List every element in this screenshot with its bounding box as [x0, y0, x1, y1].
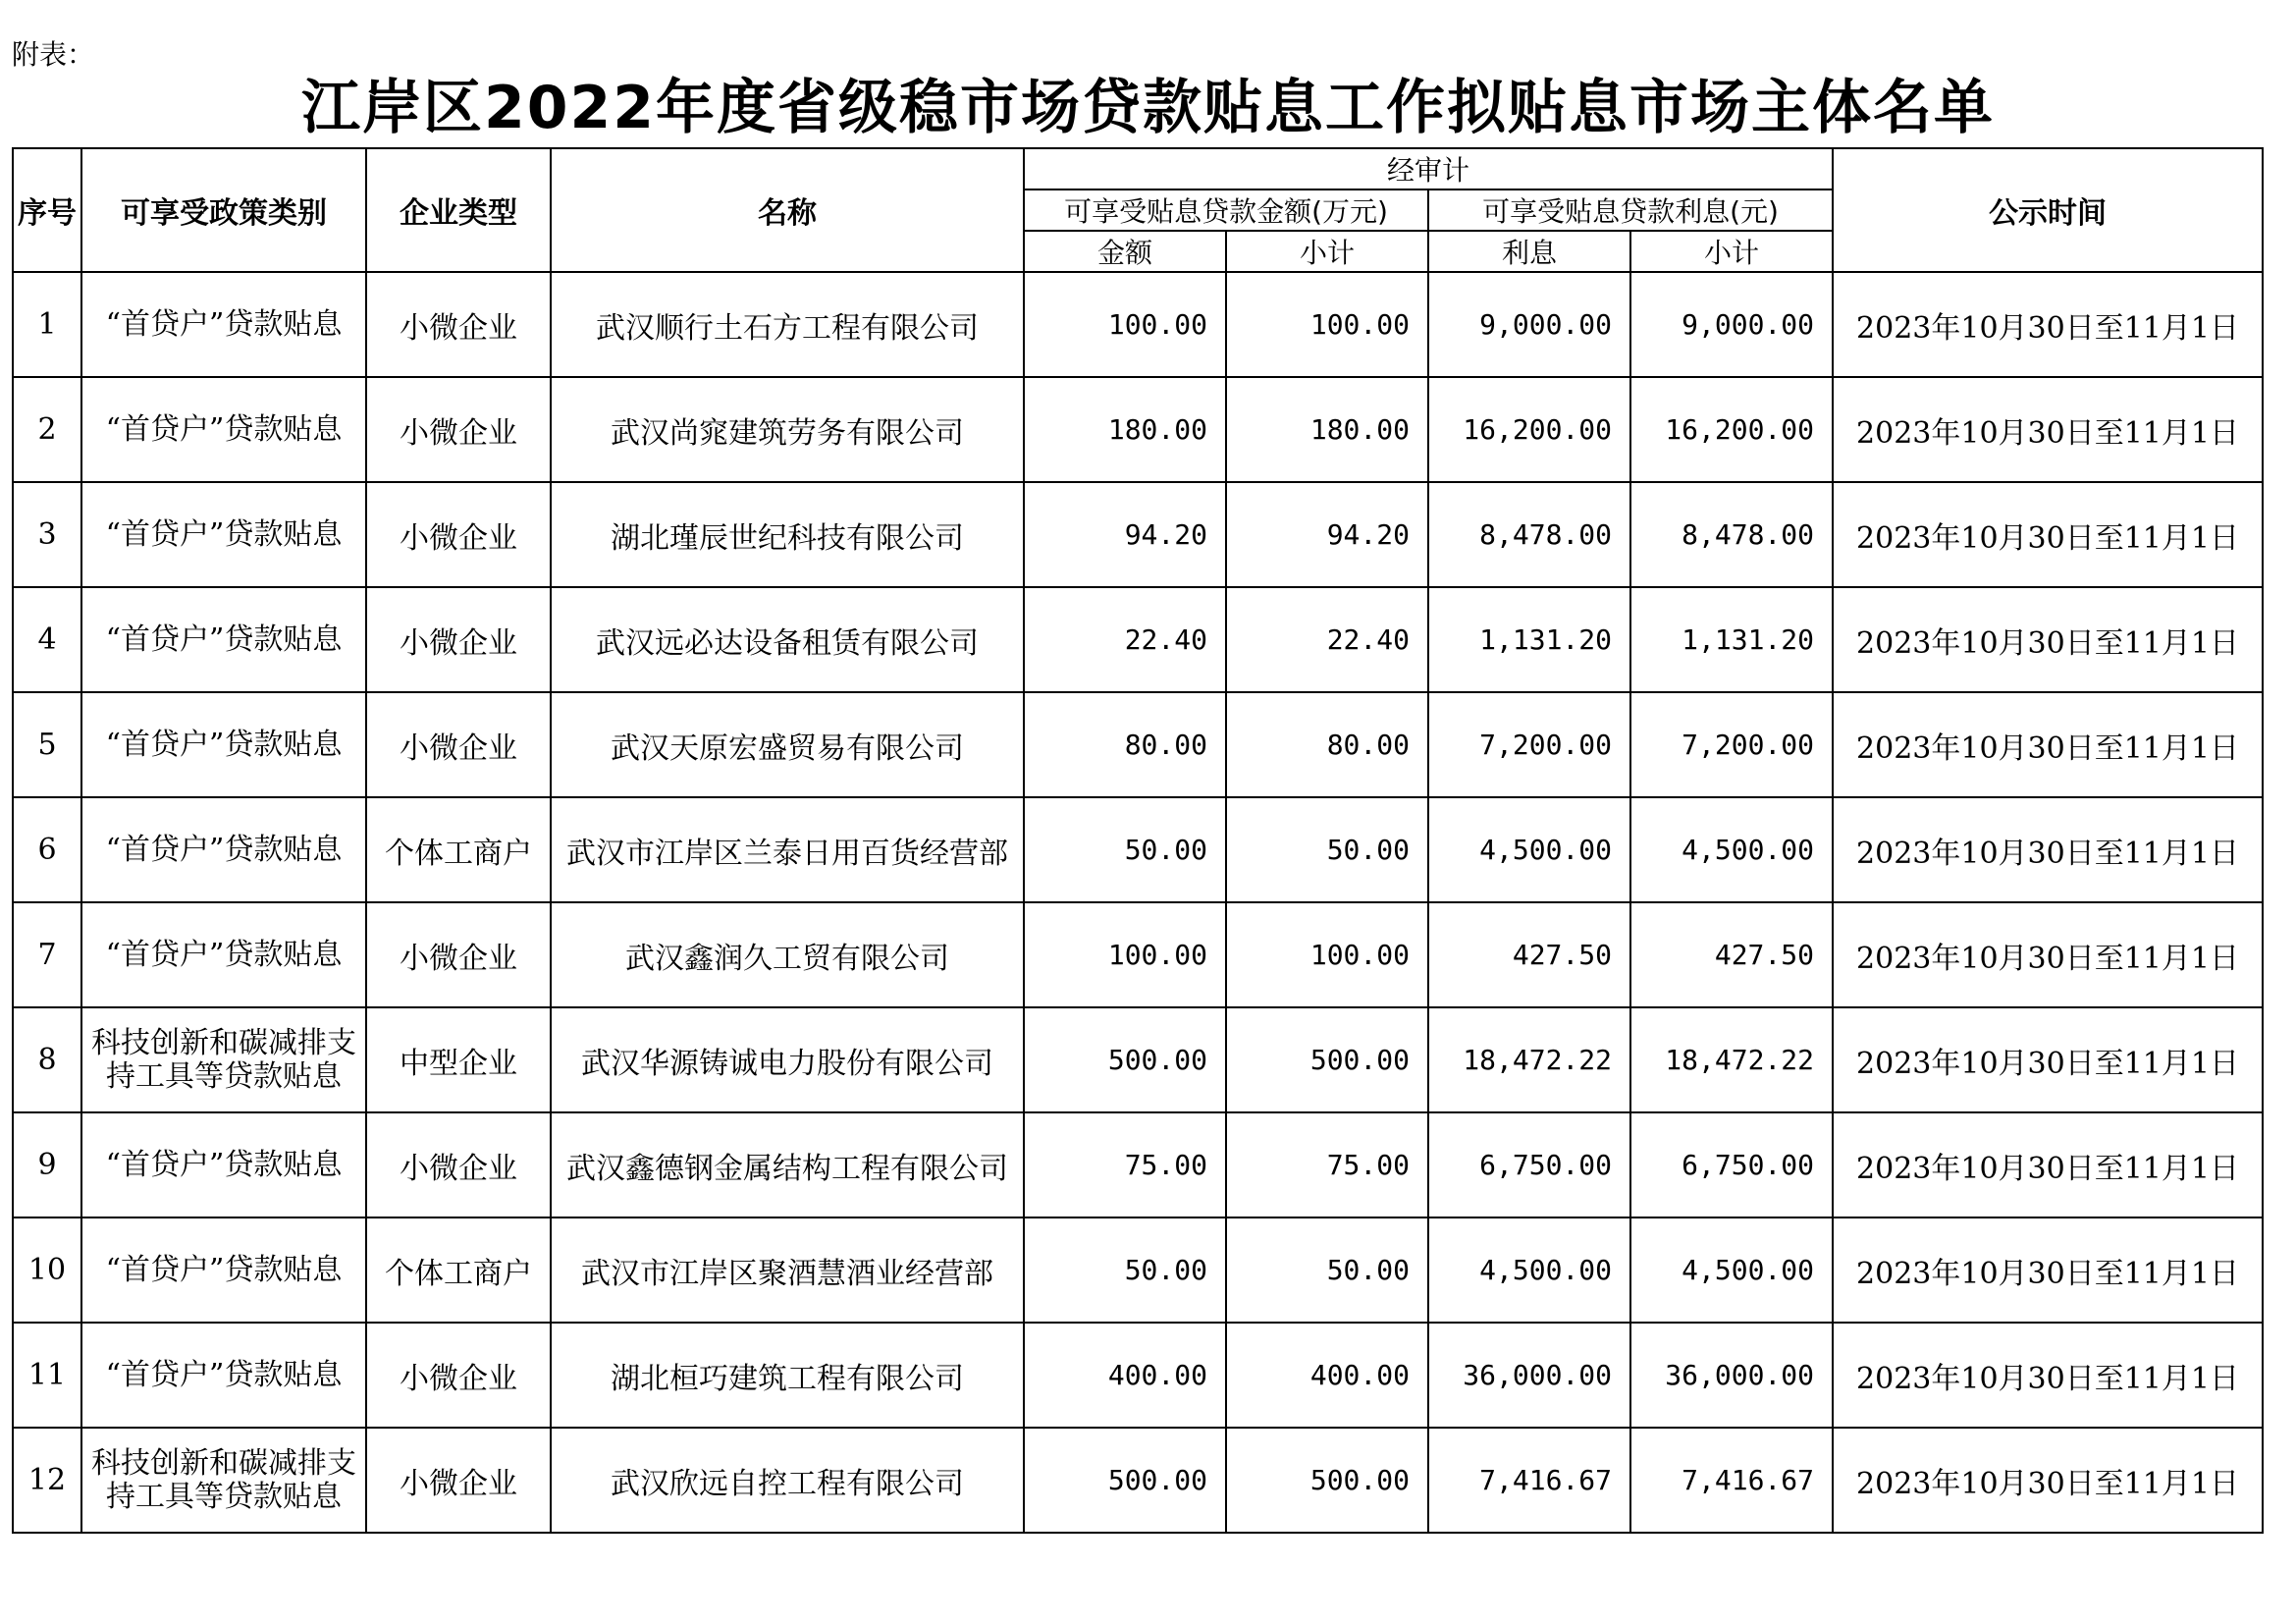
cell-interest-subtotal: 7,416.67 [1630, 1428, 1833, 1533]
table-row [13, 902, 2263, 1007]
cell-seq: 1 [13, 272, 81, 377]
cell-amount-subtotal: 500.00 [1226, 1428, 1428, 1533]
cell-seq: 3 [13, 482, 81, 587]
cell-enterprise-type: 小微企业 [366, 1428, 551, 1533]
cell-name: 武汉欣远自控工程有限公司 [551, 1428, 1024, 1533]
header-loan-interest: 可享受贴息贷款利息(元) [1428, 189, 1833, 231]
cell-interest-subtotal: 1,131.20 [1630, 587, 1833, 692]
cell-interest: 8,478.00 [1428, 482, 1630, 587]
table-row [13, 587, 2263, 692]
header-amount: 金额 [1024, 231, 1226, 272]
cell-enterprise-type: 小微企业 [366, 482, 551, 587]
header-enterprise-type: 企业类型 [366, 148, 551, 272]
cell-enterprise-type: 小微企业 [366, 272, 551, 377]
subsidy-table [12, 147, 2264, 1534]
cell-enterprise-type: 个体工商户 [366, 797, 551, 902]
cell-name: 武汉华源铸诚电力股份有限公司 [551, 1007, 1024, 1112]
cell-interest: 7,416.67 [1428, 1428, 1630, 1533]
cell-seq: 12 [13, 1428, 81, 1533]
cell-amount-subtotal: 100.00 [1226, 902, 1428, 1007]
cell-amount-subtotal: 50.00 [1226, 1217, 1428, 1323]
cell-publicity-time: 2023年10月30日至11月1日 [1833, 377, 2263, 482]
cell-interest-subtotal: 4,500.00 [1630, 1217, 1833, 1323]
cell-interest-subtotal: 36,000.00 [1630, 1323, 1833, 1428]
cell-interest: 7,200.00 [1428, 692, 1630, 797]
cell-interest-subtotal: 8,478.00 [1630, 482, 1833, 587]
cell-seq: 10 [13, 1217, 81, 1323]
cell-policy: “首贷户”贷款贴息 [81, 377, 366, 482]
header-audit: 经审计 [1024, 148, 1833, 189]
header-loan-amount: 可享受贴息贷款金额(万元) [1024, 189, 1428, 231]
cell-amount: 80.00 [1024, 692, 1226, 797]
cell-amount-subtotal: 75.00 [1226, 1112, 1428, 1217]
cell-name: 武汉市江岸区兰泰日用百货经营部 [551, 797, 1024, 902]
cell-name: 武汉顺行土石方工程有限公司 [551, 272, 1024, 377]
cell-amount-subtotal: 180.00 [1226, 377, 1428, 482]
table-row [13, 1323, 2263, 1428]
cell-enterprise-type: 小微企业 [366, 902, 551, 1007]
cell-seq: 5 [13, 692, 81, 797]
cell-amount: 100.00 [1024, 272, 1226, 377]
header-amount-subtotal: 小计 [1226, 231, 1428, 272]
cell-publicity-time: 2023年10月30日至11月1日 [1833, 797, 2263, 902]
cell-enterprise-type: 小微企业 [366, 1112, 551, 1217]
cell-amount-subtotal: 22.40 [1226, 587, 1428, 692]
table-row [13, 1112, 2263, 1217]
header-interest: 利息 [1428, 231, 1630, 272]
cell-name: 湖北瑾辰世纪科技有限公司 [551, 482, 1024, 587]
cell-interest: 1,131.20 [1428, 587, 1630, 692]
cell-seq: 8 [13, 1007, 81, 1112]
cell-enterprise-type: 个体工商户 [366, 1217, 551, 1323]
cell-amount: 180.00 [1024, 377, 1226, 482]
cell-interest-subtotal: 427.50 [1630, 902, 1833, 1007]
cell-interest: 4,500.00 [1428, 797, 1630, 902]
cell-name: 武汉远必达设备租赁有限公司 [551, 587, 1024, 692]
cell-enterprise-type: 中型企业 [366, 1007, 551, 1112]
cell-amount: 94.20 [1024, 482, 1226, 587]
table-row [13, 692, 2263, 797]
cell-policy: “首贷户”贷款贴息 [81, 1217, 366, 1323]
cell-interest: 16,200.00 [1428, 377, 1630, 482]
cell-name: 武汉市江岸区聚酒慧酒业经营部 [551, 1217, 1024, 1323]
cell-seq: 4 [13, 587, 81, 692]
cell-amount: 75.00 [1024, 1112, 1226, 1217]
table-row [13, 797, 2263, 902]
cell-policy: “首贷户”贷款贴息 [81, 902, 366, 1007]
cell-seq: 7 [13, 902, 81, 1007]
table-row [13, 1217, 2263, 1323]
cell-name: 武汉天原宏盛贸易有限公司 [551, 692, 1024, 797]
cell-amount: 500.00 [1024, 1428, 1226, 1533]
cell-interest-subtotal: 4,500.00 [1630, 797, 1833, 902]
cell-amount: 22.40 [1024, 587, 1226, 692]
cell-enterprise-type: 小微企业 [366, 1323, 551, 1428]
cell-policy: “首贷户”贷款贴息 [81, 587, 366, 692]
header-publicity-time: 公示时间 [1833, 148, 2263, 272]
cell-interest: 4,500.00 [1428, 1217, 1630, 1323]
table-row [13, 377, 2263, 482]
cell-amount: 500.00 [1024, 1007, 1226, 1112]
cell-seq: 2 [13, 377, 81, 482]
cell-seq: 6 [13, 797, 81, 902]
cell-enterprise-type: 小微企业 [366, 377, 551, 482]
table-row [13, 1428, 2263, 1533]
cell-interest-subtotal: 16,200.00 [1630, 377, 1833, 482]
cell-interest: 427.50 [1428, 902, 1630, 1007]
cell-publicity-time: 2023年10月30日至11月1日 [1833, 272, 2263, 377]
cell-enterprise-type: 小微企业 [366, 692, 551, 797]
cell-policy: “首贷户”贷款贴息 [81, 1112, 366, 1217]
table-row [13, 482, 2263, 587]
cell-amount-subtotal: 100.00 [1226, 272, 1428, 377]
cell-seq: 11 [13, 1323, 81, 1428]
cell-publicity-time: 2023年10月30日至11月1日 [1833, 482, 2263, 587]
cell-amount-subtotal: 94.20 [1226, 482, 1428, 587]
cell-interest: 18,472.22 [1428, 1007, 1630, 1112]
cell-name: 武汉鑫德钢金属结构工程有限公司 [551, 1112, 1024, 1217]
cell-seq: 9 [13, 1112, 81, 1217]
cell-amount-subtotal: 400.00 [1226, 1323, 1428, 1428]
cell-interest: 6,750.00 [1428, 1112, 1630, 1217]
cell-publicity-time: 2023年10月30日至11月1日 [1833, 587, 2263, 692]
cell-publicity-time: 2023年10月30日至11月1日 [1833, 692, 2263, 797]
cell-interest-subtotal: 18,472.22 [1630, 1007, 1833, 1112]
cell-amount: 400.00 [1024, 1323, 1226, 1428]
cell-amount: 100.00 [1024, 902, 1226, 1007]
header-policy: 可享受政策类别 [81, 148, 366, 272]
cell-name: 武汉鑫润久工贸有限公司 [551, 902, 1024, 1007]
cell-policy: “首贷户”贷款贴息 [81, 1323, 366, 1428]
cell-interest: 9,000.00 [1428, 272, 1630, 377]
cell-publicity-time: 2023年10月30日至11月1日 [1833, 1428, 2263, 1533]
cell-amount: 50.00 [1024, 797, 1226, 902]
cell-name: 武汉尚窕建筑劳务有限公司 [551, 377, 1024, 482]
table-row [13, 1007, 2263, 1112]
cell-enterprise-type: 小微企业 [366, 587, 551, 692]
attachment-label: 附表： [12, 38, 95, 71]
cell-amount-subtotal: 80.00 [1226, 692, 1428, 797]
cell-publicity-time: 2023年10月30日至11月1日 [1833, 902, 2263, 1007]
table-row [13, 272, 2263, 377]
header-name: 名称 [551, 148, 1024, 272]
cell-interest-subtotal: 7,200.00 [1630, 692, 1833, 797]
cell-amount: 50.00 [1024, 1217, 1226, 1323]
cell-policy: “首贷户”贷款贴息 [81, 272, 366, 377]
cell-publicity-time: 2023年10月30日至11月1日 [1833, 1112, 2263, 1217]
cell-name: 湖北桓巧建筑工程有限公司 [551, 1323, 1024, 1428]
cell-publicity-time: 2023年10月30日至11月1日 [1833, 1323, 2263, 1428]
cell-amount-subtotal: 50.00 [1226, 797, 1428, 902]
cell-policy: “首贷户”贷款贴息 [81, 482, 366, 587]
header-interest-subtotal: 小计 [1630, 231, 1833, 272]
cell-publicity-time: 2023年10月30日至11月1日 [1833, 1007, 2263, 1112]
cell-amount-subtotal: 500.00 [1226, 1007, 1428, 1112]
cell-policy: “首贷户”贷款贴息 [81, 692, 366, 797]
cell-interest-subtotal: 6,750.00 [1630, 1112, 1833, 1217]
header-seq: 序号 [13, 148, 81, 272]
document-title: 江岸区2022年度省级稳市场贷款贴息工作拟贴息市场主体名单 [301, 74, 1995, 142]
cell-interest: 36,000.00 [1428, 1323, 1630, 1428]
cell-policy: 科技创新和碳减排支持工具等贷款贴息 [81, 1007, 366, 1112]
cell-publicity-time: 2023年10月30日至11月1日 [1833, 1217, 2263, 1323]
cell-policy: 科技创新和碳减排支持工具等贷款贴息 [81, 1428, 366, 1533]
cell-interest-subtotal: 9,000.00 [1630, 272, 1833, 377]
cell-policy: “首贷户”贷款贴息 [81, 797, 366, 902]
